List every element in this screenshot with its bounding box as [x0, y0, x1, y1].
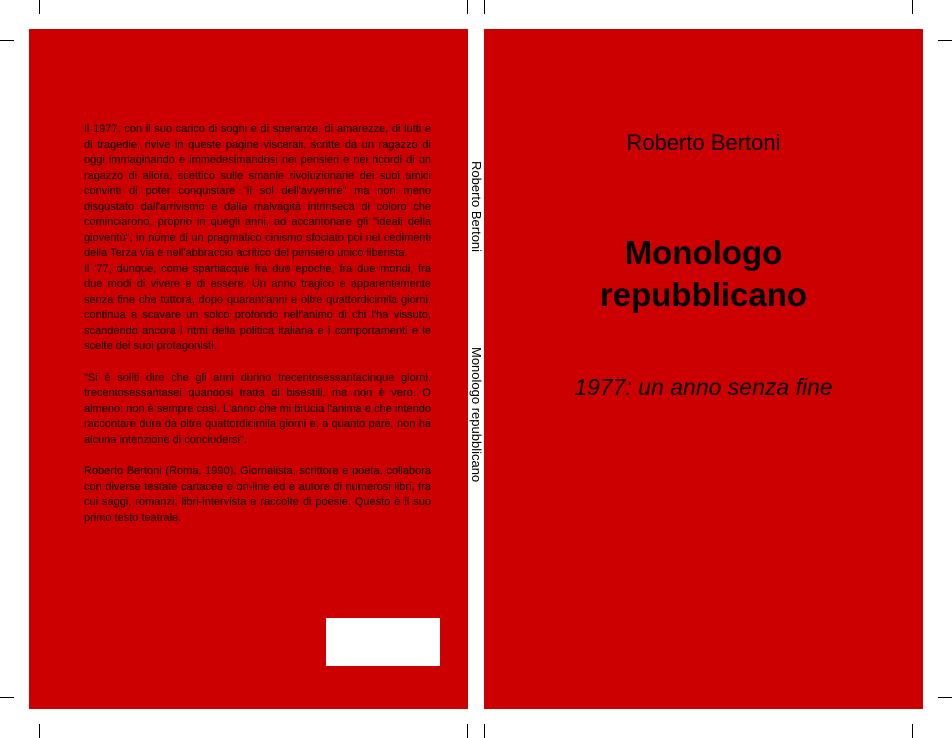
barcode-box	[326, 618, 440, 666]
crop-mark	[467, 724, 468, 738]
spine	[468, 29, 484, 709]
blurb-paragraph: Il 1977, con il suo carico di sogni e di speranze, di amarezze, di lutti e di tragedie, rivive in queste pagine viscerali, scritte da un ragazzo di oggi immaginando e immedesimandosi nei pensieri e nei ricordi di un ragazzo di allora, scettico sulle smanie rivoluzionarie dei suoi amici convinti di poter conquistare "il sol dell'avvenire" ma non meno disgustato dall'arrivismo e dalla malvagità intrinseca di coloro che cominciarono, proprio in quegli anni, ad accantonare gli "ideali della gioventù", in nome di un pragmatico cinismo sfociato poi nei cedimenti della Terza via e nell'abbraccio acritico del pensiero unico liberista.	[84, 123, 431, 259]
crop-mark	[0, 40, 14, 41]
book-subtitle: 1977: un anno senza fine	[574, 374, 833, 400]
crop-mark	[467, 0, 468, 14]
crop-mark	[484, 724, 485, 738]
blurb-paragraph: Il '77, dunque, come spartiacque fra due epoche, fra due mondi, fra due modi di vivere e di essere. Un anno tragico e apparentemente senza fine che tuttora, dopo quarant'anni e oltre quattordicimila giorni, continua a scavare un solco profondo nell'animo di chi l'ha vissuto, scandendo ancora i ritmi della politica italiana e i comportamenti e le scelte dei suoi protagonisti.	[84, 262, 431, 352]
spine-text	[468, 29, 484, 709]
blurb-quote: "Si è soliti dire che gli anni durino trecentosessantacinque giorni, trecentosessantasei quandosi tratta di bisestili, ma non è vero. O almeno: non è sempre così. L'anno che mi brucia l'anima e che intendo raccontare dura da oltre quattordicimila giorni e, a quanto pare, non ha alcuna intenzione di concludersi".	[84, 371, 431, 446]
crop-mark	[912, 724, 913, 738]
front-cover	[484, 29, 923, 709]
spine-author: Roberto Bertoni	[469, 161, 484, 253]
crop-mark	[484, 0, 485, 14]
crop-mark	[912, 0, 913, 14]
crop-mark	[39, 724, 40, 738]
crop-mark	[938, 697, 952, 698]
book-title-line: repubblicano	[599, 276, 808, 313]
author-bio: Roberto Bertoni (Roma, 1990). Giornalista, scrittore e poeta, collabora con diverse testate cartacee e on-line ed è autore di numerosi libri, fra cui saggi, romanzi, libri-intervista e raccolte di poesie. Questo è il suo primo testo teatrale.	[84, 465, 431, 524]
book-title-line: Monologo	[624, 234, 783, 271]
back-cover	[29, 29, 468, 709]
spine-title: Monologo repubblicano	[469, 347, 484, 483]
front-author: Roberto Bertoni	[626, 130, 781, 155]
back-cover-blurb	[84, 122, 431, 526]
book-title	[484, 232, 923, 316]
crop-mark	[938, 40, 952, 41]
crop-mark	[0, 697, 14, 698]
crop-mark	[39, 0, 40, 14]
